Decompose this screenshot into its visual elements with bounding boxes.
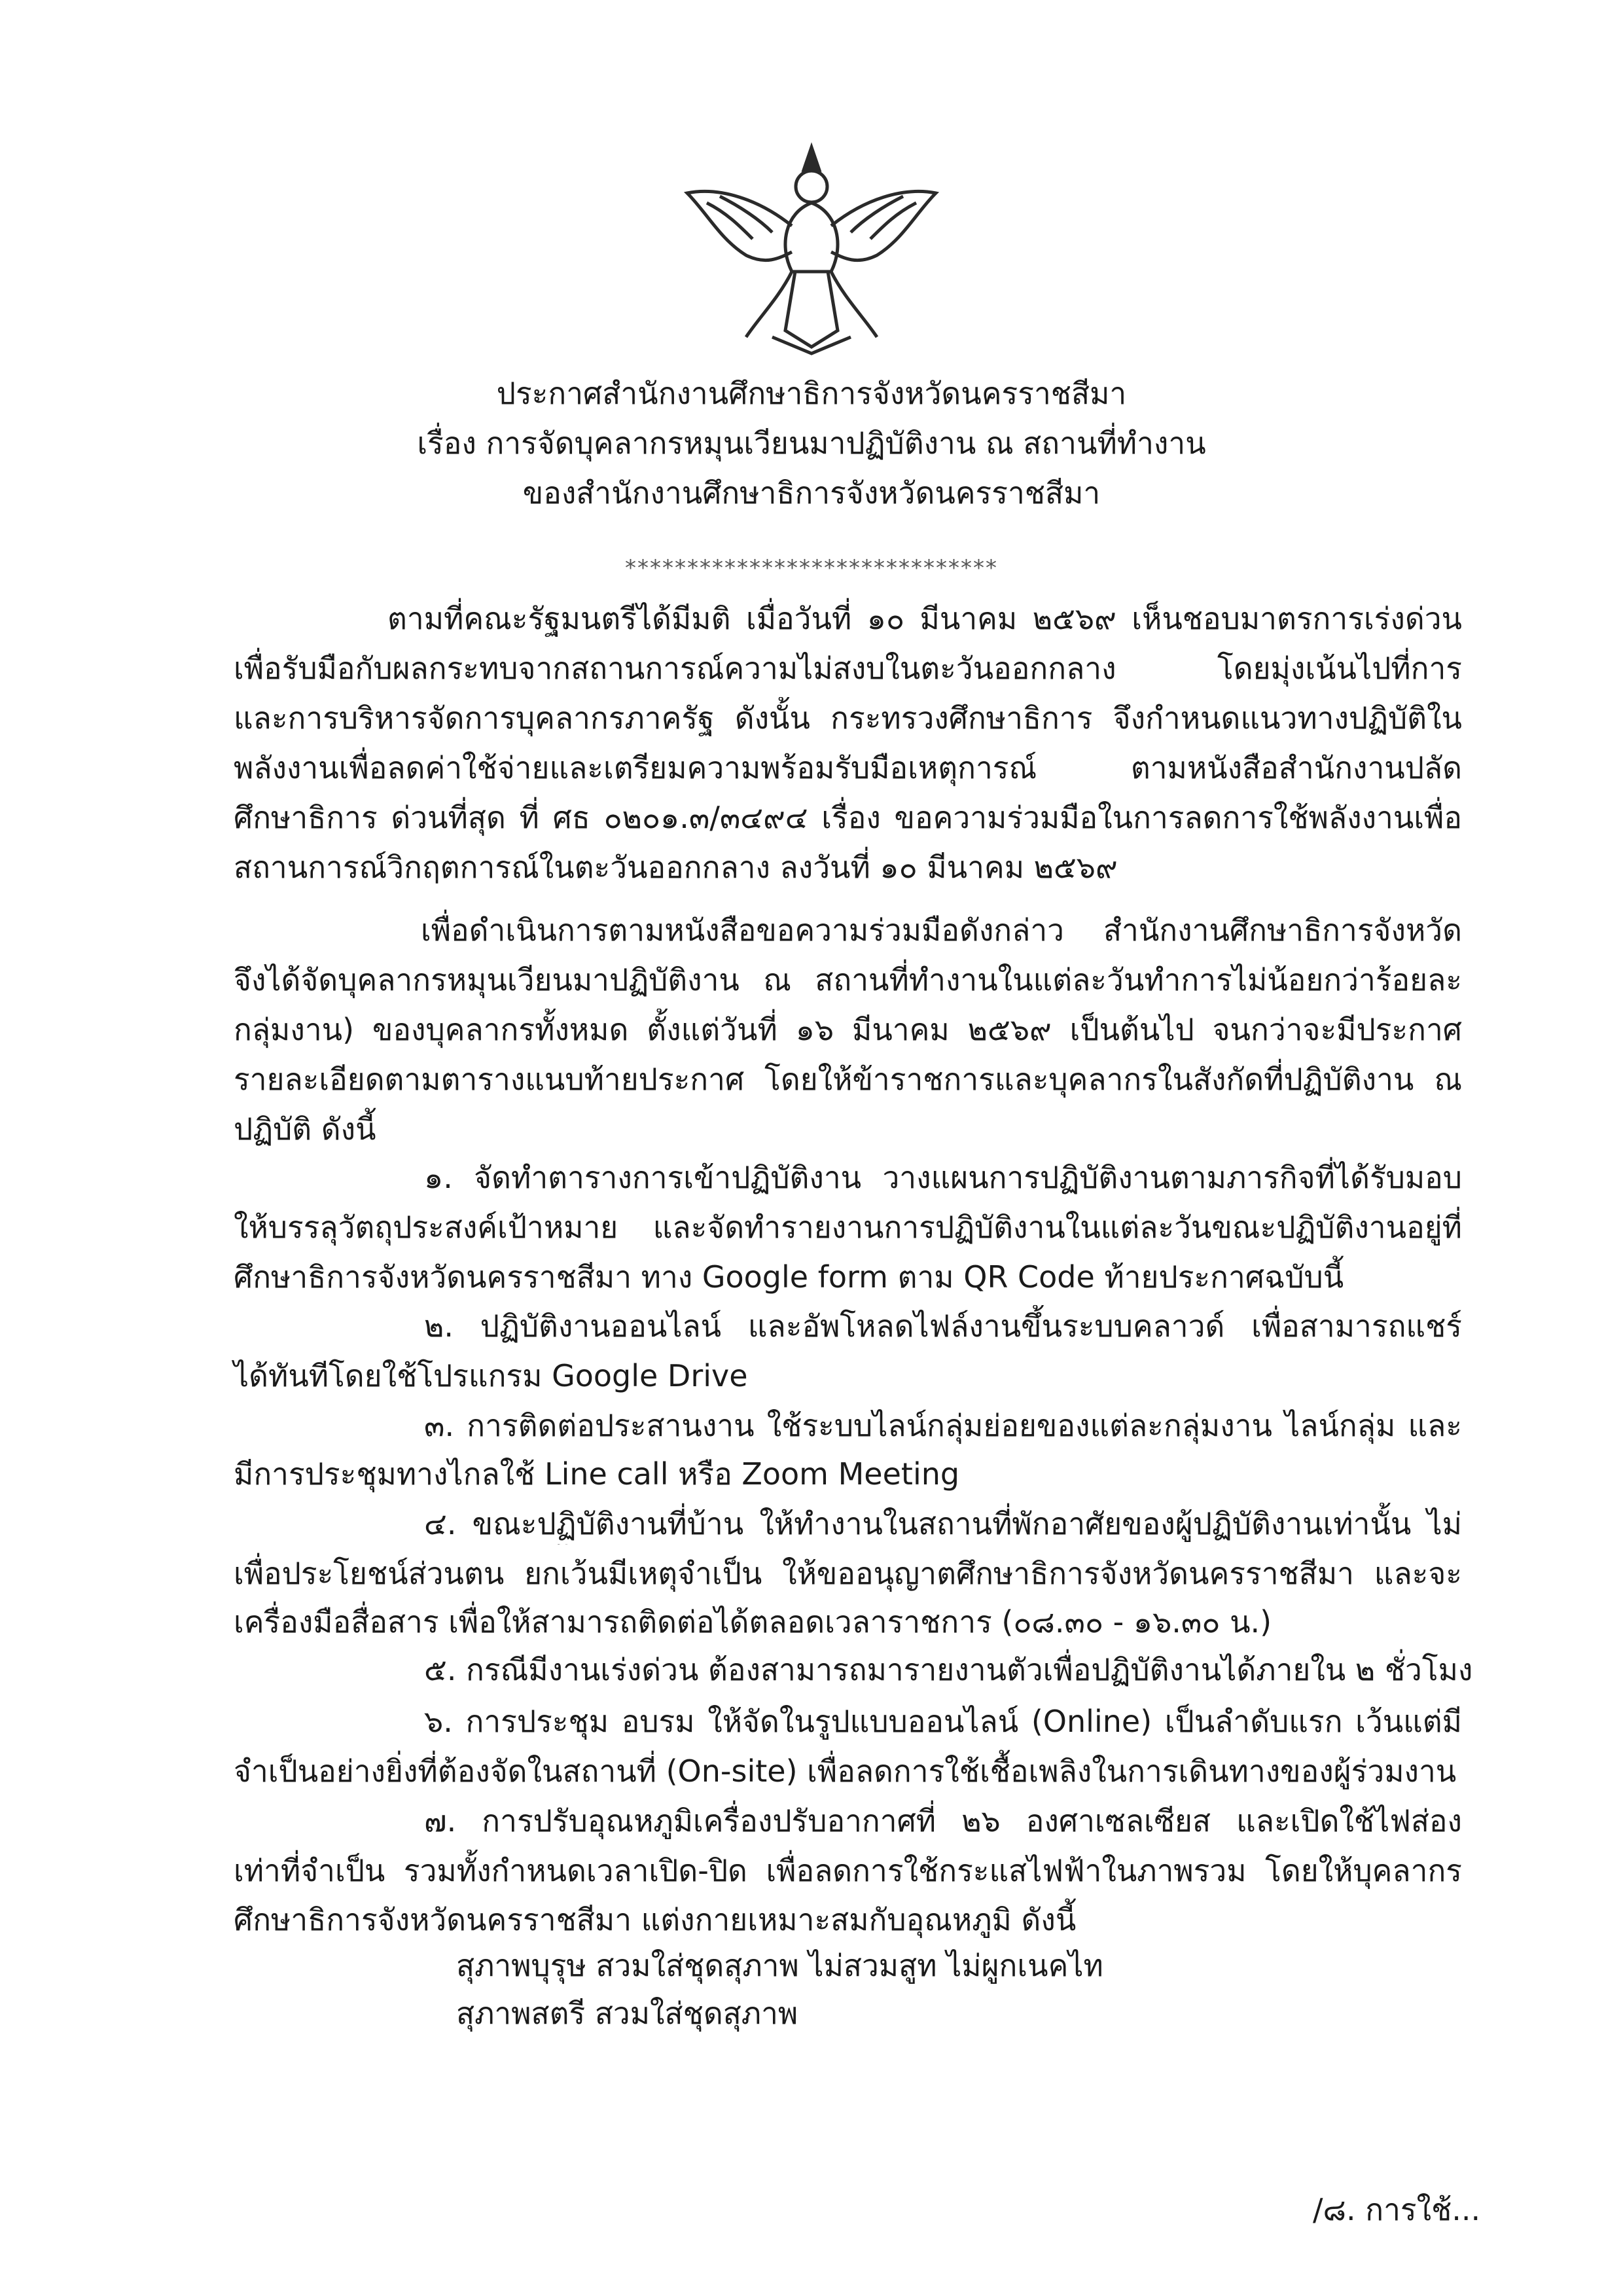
paragraph-1-line: สถานการณ์วิกฤตการณ์ในตะวันออกกลาง ลงวันที่ ๑๐ มีนาคม ๒๕๖๙ — [234, 850, 1118, 885]
list-item-4-line: เพื่อประโยชน์ส่วนตน ยกเว้นมีเหตุจำเป็น ให้ขออนุญาตศึกษาธิการจังหวัดนครราชสีมา และจะ — [234, 1556, 1462, 1591]
list-item-1-line: ให้บรรลุวัตถุประสงค์เป้าหมาย และจัดทำรายงานการปฏิบัติงานในแต่ละวันขณะปฏิบัติงานอยู่ที่ — [234, 1210, 1462, 1245]
announcement-issuer: ของสำนักงานศึกษาธิการจังหวัดนครราชสีมา — [522, 475, 1101, 511]
list-item-1-line: ศึกษาธิการจังหวัดนครราชสีมา ทาง Google form ตาม QR Code ท้ายประกาศฉบับนี้ — [234, 1259, 1344, 1295]
paragraph-1-line: และการบริหารจัดการบุคลากรภาครัฐ ดังนั้น กระทรวงศึกษาธิการ จึงกำหนดแนวทางปฏิบัติใน — [234, 700, 1462, 736]
paragraph-2-line: จึงได้จัดบุคลากรหมุนเวียนมาปฏิบัติงาน ณ สถานที่ทำงานในแต่ละวันทำการไม่น้อยกว่าร้อยละ — [234, 962, 1462, 997]
list-item-7-line: เท่าที่จำเป็น รวมทั้งกำหนดเวลาเปิด-ปิด เพื่อลดการใช้กระแสไฟฟ้าในภาพรวม โดยให้บุคลากร — [234, 1853, 1462, 1888]
separator-stars: ****************************** — [625, 555, 998, 581]
paragraph-1-line: ศึกษาธิการ ด่วนที่สุด ที่ ศธ ๐๒๐๑.๓/๓๔๙๔ เรื่อง ขอความร่วมมือในการลดการใช้พลังงานเพื่อ — [234, 800, 1462, 835]
list-item-7-line: ศึกษาธิการจังหวัดนครราชสีมา แต่งกายเหมาะสมกับอุณหภูมิ ดังนี้ — [234, 1902, 1077, 1937]
announcement-title: ประกาศสำนักงานศึกษาธิการจังหวัดนครราชสีมา — [496, 376, 1127, 411]
list-item-3-line: ๓. การติดต่อประสานงาน ใช้ระบบไลน์กลุ่มย่อยของแต่ละกลุ่มงาน ไลน์กลุ่ม และ — [424, 1408, 1462, 1443]
list-item-6-line: จำเป็นอย่างยิ่งที่ต้องจัดในสถานที่ (On-site) เพื่อลดการใช้เชื้อเพลิงในการเดินทางของผู้ร่วมงาน — [234, 1753, 1457, 1789]
list-item-2-line: ๒. ปฏิบัติงานออนไลน์ และอัพโหลดไฟล์งานขึ้นระบบคลาวด์ เพื่อสามารถแชร์ — [424, 1308, 1462, 1344]
list-item-3-line: มีการประชุมทางไกลใช้ Line call หรือ Zoom Meeting — [234, 1456, 960, 1492]
paragraph-2-line: ปฏิบัติ ดังนี้ — [234, 1111, 376, 1147]
list-item-4-line: เครื่องมือสื่อสาร เพื่อให้สามารถติดต่อได้ตลอดเวลาราชการ (๐๘.๓๐ - ๑๖.๓๐ น.) — [234, 1604, 1272, 1640]
paragraph-1-line: เพื่อรับมือกับผลกระทบจากสถานการณ์ความไม่สงบในตะวันออกกลาง โดยมุ่งเน้นไปที่การ — [234, 651, 1462, 686]
paragraph-2-line: รายละเอียดตามตารางแนบท้ายประกาศ โดยให้ข้าราชการและบุคลากรในสังกัดที่ปฏิบัติงาน ณ — [234, 1062, 1462, 1097]
list-item-1-line: ๑. จัดทำตารางการเข้าปฏิบัติงาน วางแผนการปฏิบัติงานตามภารกิจที่ได้รับมอบ — [424, 1160, 1462, 1195]
dress-code-line: สุภาพบุรุษ สวมใส่ชุดสุภาพ ไม่สวมสูท ไม่ผูกเนคไท — [456, 1948, 1103, 1983]
list-item-5-line: ๕. กรณีมีงานเร่งด่วน ต้องสามารถมารายงานตัวเพื่อปฏิบัติงานได้ภายใน ๒ ชั่วโมง — [424, 1652, 1473, 1687]
list-item-4-line: ๔. ขณะปฏิบัติงานที่บ้าน ให้ทำงานในสถานที่พักอาศัยของผู้ปฏิบัติงานเท่านั้น ไม่ — [424, 1506, 1462, 1541]
paragraph-1-line: พลังงานเพื่อลดค่าใช้จ่ายและเตรียมความพร้อมรับมือเหตุการณ์ ตามหนังสือสำนักงานปลัด — [234, 750, 1462, 785]
list-item-6-line: ๖. การประชุม อบรม ให้จัดในรูปแบบออนไลน์ (Online) เป็นลำดับแรก เว้นแต่มี — [424, 1704, 1462, 1739]
garuda-emblem-icon — [681, 141, 942, 357]
paragraph-2-line: เพื่อดำเนินการตามหนังสือขอความร่วมมือดังกล่าว สำนักงานศึกษาธิการจังหวัด — [421, 912, 1462, 948]
page-continuation: /๘. การใช้... — [1313, 2192, 1481, 2227]
paragraph-2-line: กลุ่มงาน) ของบุคลากรทั้งหมด ตั้งแต่วันที่ ๑๖ มีนาคม ๒๕๖๙ เป็นต้นไป จนกว่าจะมีประกาศ — [234, 1012, 1462, 1047]
list-item-2-line: ได้ทันทีโดยใช้โปรแกรม Google Drive — [234, 1358, 748, 1393]
paragraph-1-line: ตามที่คณะรัฐมนตรีได้มีมติ เมื่อวันที่ ๑๐ มีนาคม ๒๕๖๙ เห็นชอบมาตรการเร่งด่วน — [387, 601, 1462, 636]
dress-code-line: สุภาพสตรี สวมใส่ชุดสุภาพ — [456, 1996, 798, 2031]
list-item-7-line: ๗. การปรับอุณหภูมิเครื่องปรับอากาศที่ ๒๖ องศาเซลเซียส และเปิดใช้ไฟส่อง — [424, 1803, 1462, 1839]
announcement-subject: เรื่อง การจัดบุคลากรหมุนเวียนมาปฏิบัติงาน ณ สถานที่ทำงาน — [417, 425, 1206, 461]
